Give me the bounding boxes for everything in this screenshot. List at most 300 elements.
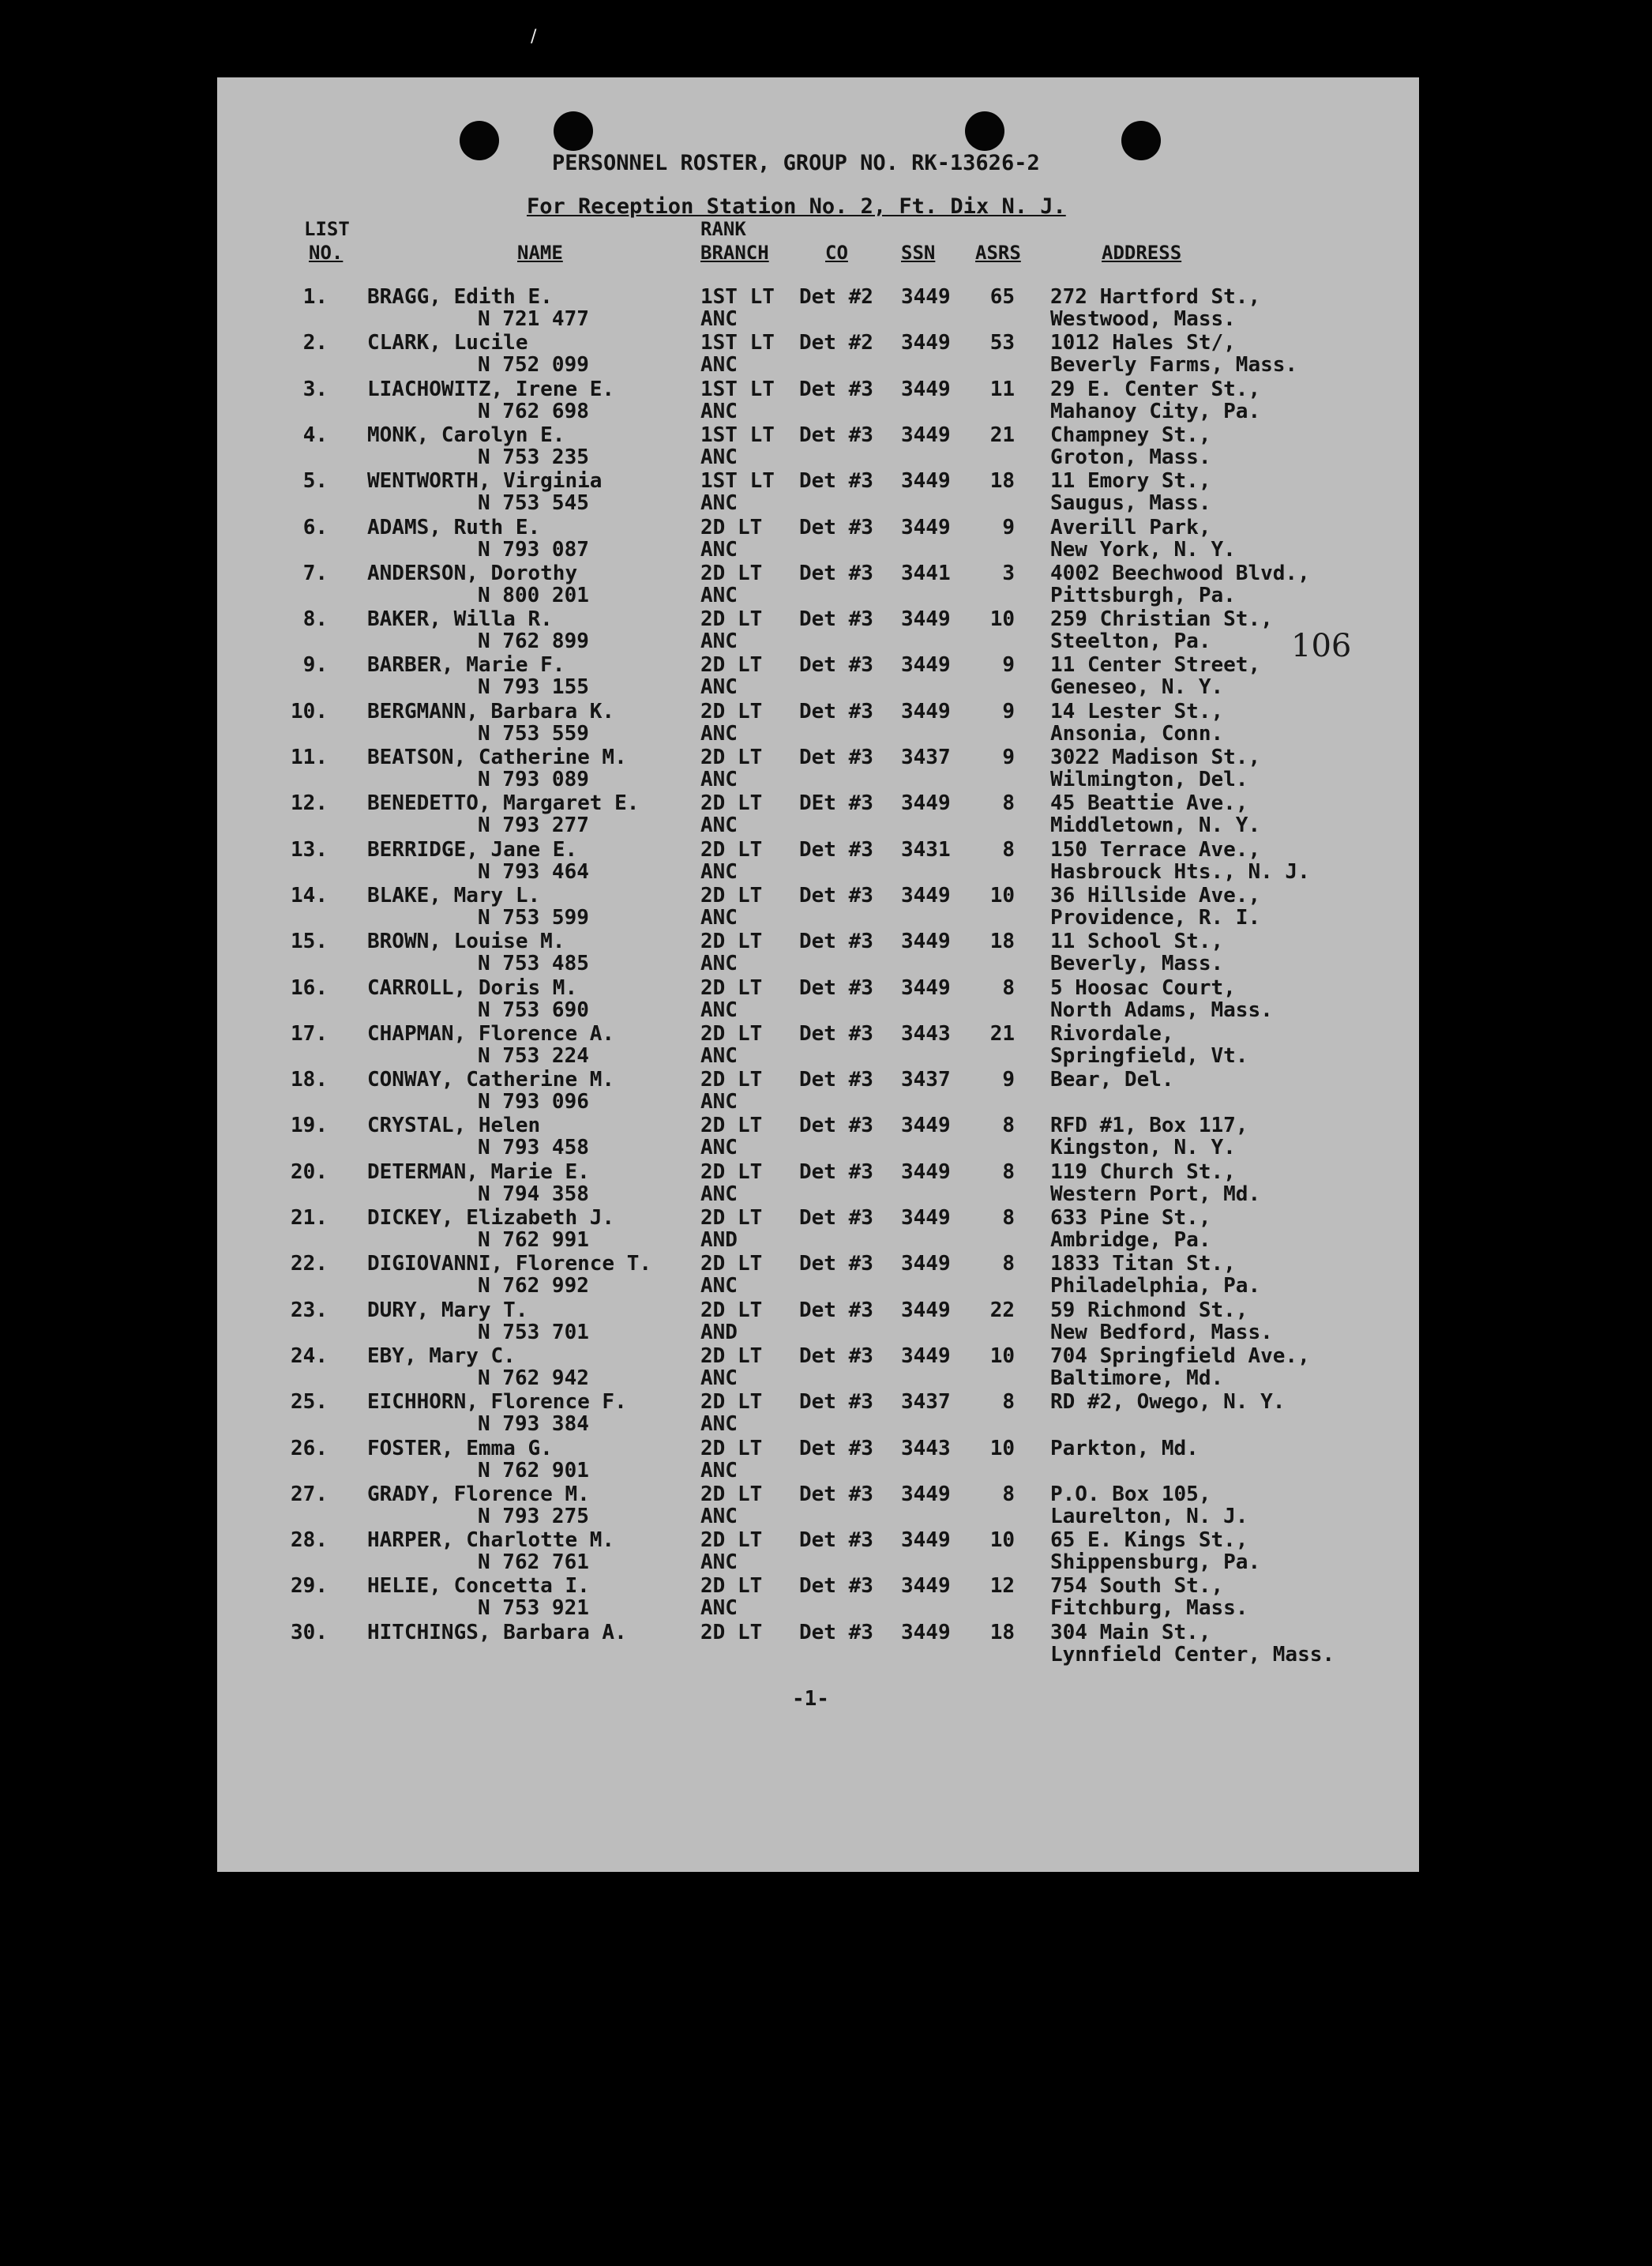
cell-address: Parkton, Md. (1050, 1436, 1199, 1460)
cell-serial: N 753 599 (478, 905, 589, 930)
cell-co: Det #3 (799, 423, 873, 447)
cell-co: Det #3 (799, 837, 873, 862)
cell-co: Det #3 (799, 1252, 873, 1276)
cell-no: 20. (291, 1159, 328, 1184)
cell-branch: ANC (700, 445, 738, 469)
cell-address: 150 Terrace Ave., (1050, 837, 1261, 862)
cell-address: Ansonia, Conn. (1050, 721, 1224, 746)
cell-co: Det #3 (799, 1482, 873, 1506)
cell-rank: 2D LT (700, 837, 763, 862)
cell-no: 29. (291, 1574, 328, 1599)
cell-co: Det #3 (799, 975, 873, 1000)
cell-serial: N 753 690 (478, 998, 589, 1022)
cell-branch: ANC (700, 998, 738, 1022)
table-row (217, 517, 1419, 563)
cell-rank: 2D LT (700, 1298, 763, 1322)
cell-rank: 1ST LT (700, 469, 775, 494)
cell-address: 4002 Beechwood Blvd., (1050, 561, 1310, 585)
cell-branch: ANC (700, 1136, 738, 1160)
cell-serial: N 793 275 (478, 1504, 589, 1528)
cell-address: Laurelton, N. J. (1050, 1504, 1248, 1528)
table-row (217, 793, 1419, 839)
cell-asrs: 18 (989, 469, 1015, 494)
cell-co: Det #3 (799, 930, 873, 954)
cell-ssn: 3449 (901, 1620, 951, 1644)
cell-address: Fitchburg, Mass. (1050, 1596, 1248, 1621)
punch-hole-right (1121, 121, 1161, 160)
cell-branch: ANC (700, 307, 738, 331)
cell-asrs: 8 (1002, 1252, 1015, 1276)
cell-ssn: 3449 (901, 1528, 951, 1553)
cell-no: 17. (291, 1021, 328, 1046)
cell-serial: N 753 701 (478, 1320, 589, 1344)
cell-address: Lynnfield Center, Mass. (1050, 1642, 1335, 1667)
cell-name: CARROLL, Doris M. (367, 975, 578, 1000)
cell-no: 27. (291, 1482, 328, 1506)
cell-rank: 2D LT (700, 1390, 763, 1415)
cell-no: 24. (291, 1343, 328, 1368)
cell-ssn: 3431 (901, 837, 951, 862)
cell-address: 36 Hillside Ave., (1050, 883, 1261, 908)
table-row (217, 1021, 1419, 1069)
table-row (217, 1622, 1419, 1668)
cell-ssn: 3449 (901, 653, 951, 678)
cell-serial: N 721 477 (478, 307, 589, 331)
cell-ssn: 3449 (901, 423, 951, 447)
cell-no: 18. (291, 1068, 328, 1092)
table-row (217, 1392, 1419, 1437)
cell-asrs: 9 (1002, 746, 1015, 769)
cell-name: BROWN, Louise M. (367, 930, 565, 954)
table-row (217, 333, 1419, 378)
cell-ssn: 3449 (901, 930, 951, 954)
cell-serial: N 793 277 (478, 814, 589, 838)
corner-mark: / (531, 27, 537, 47)
document-title: PERSONNEL ROSTER, GROUP NO. RK-13626-2 (552, 151, 1040, 175)
cell-co: Det #3 (799, 1436, 873, 1460)
cell-branch: ANC (700, 629, 738, 654)
cell-branch: ANC (700, 1550, 738, 1575)
cell-name: BRAGG, Edith E. (367, 285, 553, 309)
cell-no: 22. (291, 1252, 328, 1276)
cell-branch: ANC (700, 583, 738, 607)
cell-ssn: 3449 (901, 607, 951, 632)
cell-name: BLAKE, Mary L. (367, 883, 541, 908)
cell-branch: ANC (700, 1596, 738, 1621)
cell-rank: 2D LT (700, 653, 763, 678)
cell-ssn: 3449 (901, 1159, 951, 1184)
cell-no: 1. (302, 285, 328, 309)
cell-address: 633 Pine St., (1050, 1206, 1211, 1230)
table-row (217, 701, 1419, 747)
cell-name: HELIE, Concetta I. (367, 1574, 590, 1599)
cell-address: 3022 Madison St., (1050, 746, 1261, 769)
roster-page (217, 77, 1419, 1872)
cell-ssn: 3449 (901, 1206, 951, 1230)
table-row (217, 1069, 1419, 1115)
cell-rank: 1ST LT (700, 331, 775, 355)
cell-co: Det #3 (799, 653, 873, 678)
cell-serial: N 793 096 (478, 1090, 589, 1114)
cell-address: 304 Main St., (1050, 1620, 1211, 1644)
page-number: -1- (792, 1687, 829, 1711)
cell-rank: 2D LT (700, 1114, 763, 1138)
cell-address: Geneseo, N. Y. (1050, 675, 1224, 700)
cell-ssn: 3449 (901, 377, 951, 401)
table-row (217, 975, 1419, 1024)
cell-ssn: 3449 (901, 469, 951, 494)
cell-no: 10. (291, 699, 328, 723)
cell-serial: N 753 235 (478, 445, 589, 469)
cell-address: 272 Hartford St., (1050, 285, 1261, 309)
cell-co: Det #3 (799, 1021, 873, 1046)
cell-branch: ANC (700, 1090, 738, 1114)
cell-rank: 1ST LT (700, 377, 775, 401)
header-branch: BRANCH (700, 242, 769, 264)
cell-address: Ambridge, Pa. (1050, 1228, 1211, 1252)
table-row (217, 1484, 1419, 1530)
cell-address: New Bedford, Mass. (1050, 1320, 1273, 1344)
cell-address: 11 School St., (1050, 930, 1224, 954)
cell-asrs: 18 (989, 1620, 1015, 1644)
cell-address: 5 Hoosac Court, (1050, 975, 1236, 1000)
cell-address: 11 Emory St., (1050, 469, 1211, 494)
cell-branch: ANC (700, 537, 738, 562)
cell-name: CHAPMAN, Florence A. (367, 1021, 615, 1046)
cell-address: 1833 Titan St., (1050, 1252, 1236, 1276)
cell-no: 5. (302, 469, 328, 494)
cell-rank: 2D LT (700, 561, 763, 585)
cell-serial: N 800 201 (478, 583, 589, 607)
cell-name: EBY, Mary C. (367, 1343, 516, 1368)
cell-name: BENEDETTO, Margaret E. (367, 791, 640, 816)
cell-branch: ANC (700, 399, 738, 423)
cell-asrs: 10 (989, 1436, 1015, 1460)
cell-asrs: 8 (1002, 1114, 1015, 1138)
cell-no: 25. (291, 1390, 328, 1415)
cell-name: DIGIOVANNI, Florence T. (367, 1252, 652, 1276)
cell-address: Kingston, N. Y. (1050, 1136, 1236, 1160)
cell-name: DURY, Mary T. (367, 1298, 528, 1322)
cell-ssn: 3449 (901, 1298, 951, 1322)
stamp-number: 106 (1291, 628, 1352, 664)
cell-serial: N 762 899 (478, 629, 589, 654)
cell-address: P.O. Box 105, (1050, 1482, 1211, 1506)
cell-asrs: 22 (989, 1298, 1015, 1322)
cell-rank: 2D LT (700, 1252, 763, 1276)
cell-asrs: 8 (1002, 1206, 1015, 1230)
cell-no: 26. (291, 1436, 328, 1460)
cell-address: Steelton, Pa. (1050, 629, 1211, 654)
cell-address: Wilmington, Del. (1050, 768, 1248, 791)
cell-asrs: 3 (1002, 561, 1015, 585)
cell-ssn: 3449 (901, 331, 951, 355)
cell-serial: N 793 089 (478, 768, 589, 791)
cell-ssn: 3449 (901, 515, 951, 539)
cell-branch: ANC (700, 768, 738, 791)
cell-ssn: 3449 (901, 1482, 951, 1506)
cell-address: Pittsburgh, Pa. (1050, 583, 1236, 607)
cell-ssn: 3437 (901, 1390, 951, 1415)
cell-asrs: 53 (989, 331, 1015, 355)
cell-address: 1012 Hales St/, (1050, 331, 1236, 355)
cell-ssn: 3449 (901, 883, 951, 908)
cell-asrs: 10 (989, 607, 1015, 632)
header-list-bottom: NO. (309, 242, 344, 264)
cell-address: RFD #1, Box 117, (1050, 1114, 1248, 1138)
cell-address: Beverly, Mass. (1050, 952, 1224, 976)
cell-serial: N 793 087 (478, 537, 589, 562)
cell-branch: ANC (700, 675, 738, 700)
cell-co: Det #3 (799, 1343, 873, 1368)
cell-name: WENTWORTH, Virginia (367, 469, 603, 494)
cell-co: Det #3 (799, 1206, 873, 1230)
cell-no: 15. (291, 930, 328, 954)
cell-co: Det #3 (799, 1114, 873, 1138)
cell-asrs: 8 (1002, 975, 1015, 1000)
table-row (217, 747, 1419, 793)
cell-asrs: 65 (989, 285, 1015, 309)
cell-serial: N 753 559 (478, 721, 589, 746)
cell-address: 65 E. Kings St., (1050, 1528, 1248, 1553)
cell-asrs: 10 (989, 883, 1015, 908)
cell-no: 4. (302, 423, 328, 447)
cell-rank: 2D LT (700, 791, 763, 816)
cell-branch: ANC (700, 1412, 738, 1437)
cell-no: 21. (291, 1206, 328, 1230)
cell-rank: 1ST LT (700, 285, 775, 309)
cell-ssn: 3443 (901, 1436, 951, 1460)
cell-name: BERRIDGE, Jane E. (367, 837, 578, 862)
cell-address: Philadelphia, Pa. (1050, 1274, 1261, 1298)
cell-co: Det #3 (799, 1159, 873, 1184)
cell-address: 11 Center Street, (1050, 653, 1261, 678)
cell-asrs: 18 (989, 930, 1015, 954)
cell-address: Springfield, Vt. (1050, 1043, 1248, 1068)
cell-name: BARBER, Marie F. (367, 653, 565, 678)
table-row (217, 1530, 1419, 1576)
table-row (217, 885, 1419, 931)
cell-branch: ANC (700, 1182, 738, 1206)
cell-name: GRADY, Florence M. (367, 1482, 590, 1506)
cell-serial: N 762 992 (478, 1274, 589, 1298)
cell-ssn: 3449 (901, 1343, 951, 1368)
cell-rank: 2D LT (700, 1343, 763, 1368)
cell-branch: ANC (700, 859, 738, 884)
cell-co: Det #3 (799, 883, 873, 908)
cell-address: 754 South St., (1050, 1574, 1224, 1599)
cell-name: EICHHORN, Florence F. (367, 1390, 627, 1415)
cell-address: 59 Richmond St., (1050, 1298, 1248, 1322)
table-row (217, 287, 1419, 333)
cell-rank: 2D LT (700, 1482, 763, 1506)
cell-ssn: 3443 (901, 1021, 951, 1046)
cell-serial: N 793 464 (478, 859, 589, 884)
cell-rank: 2D LT (700, 515, 763, 539)
cell-rank: 2D LT (700, 699, 763, 723)
cell-asrs: 9 (1002, 653, 1015, 678)
cell-address: New York, N. Y. (1050, 537, 1236, 562)
cell-co: Det #3 (799, 1574, 873, 1599)
cell-co: Det #3 (799, 377, 873, 401)
cell-no: 12. (291, 791, 328, 816)
cell-no: 8. (302, 607, 328, 632)
cell-asrs: 8 (1002, 837, 1015, 862)
cell-serial: N 762 991 (478, 1228, 589, 1252)
cell-name: HITCHINGS, Barbara A. (367, 1620, 627, 1644)
cell-asrs: 8 (1002, 1390, 1015, 1415)
cell-address: 259 Christian St., (1050, 607, 1273, 632)
header-list-top: LIST (304, 218, 350, 240)
cell-address: Bear, Del. (1050, 1068, 1174, 1092)
cell-rank: 2D LT (700, 1068, 763, 1092)
cell-co: Det #2 (799, 285, 873, 309)
table-row (217, 1159, 1419, 1208)
cell-serial: N 753 224 (478, 1043, 589, 1068)
cell-ssn: 3437 (901, 746, 951, 769)
table-row (217, 1438, 1419, 1484)
cell-co: Det #3 (799, 1390, 873, 1415)
cell-asrs: 12 (989, 1574, 1015, 1599)
cell-asrs: 21 (989, 1021, 1015, 1046)
cell-address: Westwood, Mass. (1050, 307, 1236, 331)
cell-ssn: 3449 (901, 699, 951, 723)
cell-ssn: 3449 (901, 1574, 951, 1599)
cell-name: MONK, Carolyn E. (367, 423, 565, 447)
cell-address: Middletown, N. Y. (1050, 814, 1261, 838)
header-address: ADDRESS (1102, 242, 1182, 264)
cell-rank: 2D LT (700, 1021, 763, 1046)
cell-serial: N 793 458 (478, 1136, 589, 1160)
cell-branch: ANC (700, 1274, 738, 1298)
cell-address: North Adams, Mass. (1050, 998, 1273, 1022)
cell-name: BERGMANN, Barbara K. (367, 699, 615, 723)
cell-co: Det #3 (799, 1068, 873, 1092)
cell-address: 704 Springfield Ave., (1050, 1343, 1310, 1368)
cell-rank: 2D LT (700, 1206, 763, 1230)
punch-hole-center-left (554, 111, 593, 151)
cell-ssn: 3449 (901, 791, 951, 816)
cell-serial: N 753 485 (478, 952, 589, 976)
cell-branch: ANC (700, 1366, 738, 1390)
cell-co: Det #3 (799, 515, 873, 539)
cell-no: 11. (291, 746, 328, 769)
cell-branch: ANC (700, 353, 738, 378)
cell-name: FOSTER, Emma G. (367, 1436, 553, 1460)
cell-name: HARPER, Charlotte M. (367, 1528, 615, 1553)
cell-serial: N 794 358 (478, 1182, 589, 1206)
table-row (217, 837, 1419, 885)
table-row (217, 379, 1419, 425)
table-row (217, 471, 1419, 517)
cell-asrs: 11 (989, 377, 1015, 401)
cell-co: Det #3 (799, 607, 873, 632)
cell-name: CONWAY, Catherine M. (367, 1068, 615, 1092)
cell-co: Det #3 (799, 1298, 873, 1322)
cell-co: Det #3 (799, 1528, 873, 1553)
cell-ssn: 3437 (901, 1068, 951, 1092)
cell-no: 3. (302, 377, 328, 401)
cell-no: 2. (302, 331, 328, 355)
table-row (217, 1208, 1419, 1253)
table-row (217, 1115, 1419, 1161)
cell-branch: AND (700, 1320, 738, 1344)
cell-branch: AND (700, 1228, 738, 1252)
cell-rank: 2D LT (700, 746, 763, 769)
cell-no: 9. (302, 653, 328, 678)
cell-branch: ANC (700, 491, 738, 516)
cell-serial: N 762 942 (478, 1366, 589, 1390)
cell-rank: 2D LT (700, 975, 763, 1000)
cell-co: Det #3 (799, 561, 873, 585)
cell-address: 14 Lester St., (1050, 699, 1224, 723)
cell-asrs: 9 (1002, 699, 1015, 723)
cell-no: 30. (291, 1620, 328, 1644)
cell-no: 16. (291, 975, 328, 1000)
cell-name: ANDERSON, Dorothy (367, 561, 578, 585)
cell-no: 7. (302, 561, 328, 585)
cell-address: Beverly Farms, Mass. (1050, 353, 1298, 378)
cell-ssn: 3449 (901, 1114, 951, 1138)
cell-address: Saugus, Mass. (1050, 491, 1211, 516)
cell-no: 6. (302, 515, 328, 539)
cell-address: Groton, Mass. (1050, 445, 1211, 469)
cell-address: Averill Park, (1050, 515, 1211, 539)
cell-serial: N 762 761 (478, 1550, 589, 1575)
table-row (217, 609, 1419, 655)
cell-name: ADAMS, Ruth E. (367, 515, 541, 539)
cell-ssn: 3449 (901, 285, 951, 309)
table-row (217, 1300, 1419, 1346)
cell-ssn: 3441 (901, 561, 951, 585)
cell-address: 45 Beattie Ave., (1050, 791, 1248, 816)
cell-address: Rivordale, (1050, 1021, 1174, 1046)
cell-rank: 2D LT (700, 1620, 763, 1644)
cell-asrs: 21 (989, 423, 1015, 447)
cell-no: 28. (291, 1528, 328, 1553)
cell-rank: 2D LT (700, 1528, 763, 1553)
cell-name: DETERMAN, Marie E. (367, 1159, 590, 1184)
cell-co: Det #3 (799, 746, 873, 769)
cell-no: 13. (291, 837, 328, 862)
cell-no: 14. (291, 883, 328, 908)
cell-asrs: 8 (1002, 1482, 1015, 1506)
cell-serial: N 793 384 (478, 1412, 589, 1437)
document-subtitle: For Reception Station No. 2, Ft. Dix N. J. (527, 194, 1066, 219)
cell-asrs: 8 (1002, 1159, 1015, 1184)
cell-name: CLARK, Lucile (367, 331, 528, 355)
cell-address: Mahanoy City, Pa. (1050, 399, 1261, 423)
cell-branch: ANC (700, 1043, 738, 1068)
cell-branch: ANC (700, 814, 738, 838)
cell-serial: N 762 698 (478, 399, 589, 423)
cell-name: DICKEY, Elizabeth J. (367, 1206, 615, 1230)
cell-asrs: 10 (989, 1343, 1015, 1368)
cell-serial: N 793 155 (478, 675, 589, 700)
cell-co: Det #3 (799, 469, 873, 494)
cell-name: BAKER, Willa R. (367, 607, 553, 632)
cell-address: 119 Church St., (1050, 1159, 1236, 1184)
cell-no: 19. (291, 1114, 328, 1138)
cell-asrs: 10 (989, 1528, 1015, 1553)
header-asrs: ASRS (975, 242, 1021, 264)
header-ssn: SSN (901, 242, 936, 264)
cell-asrs: 9 (1002, 1068, 1015, 1092)
table-row (217, 1253, 1419, 1299)
cell-ssn: 3449 (901, 975, 951, 1000)
cell-co: DEt #3 (799, 791, 873, 816)
cell-branch: ANC (700, 905, 738, 930)
